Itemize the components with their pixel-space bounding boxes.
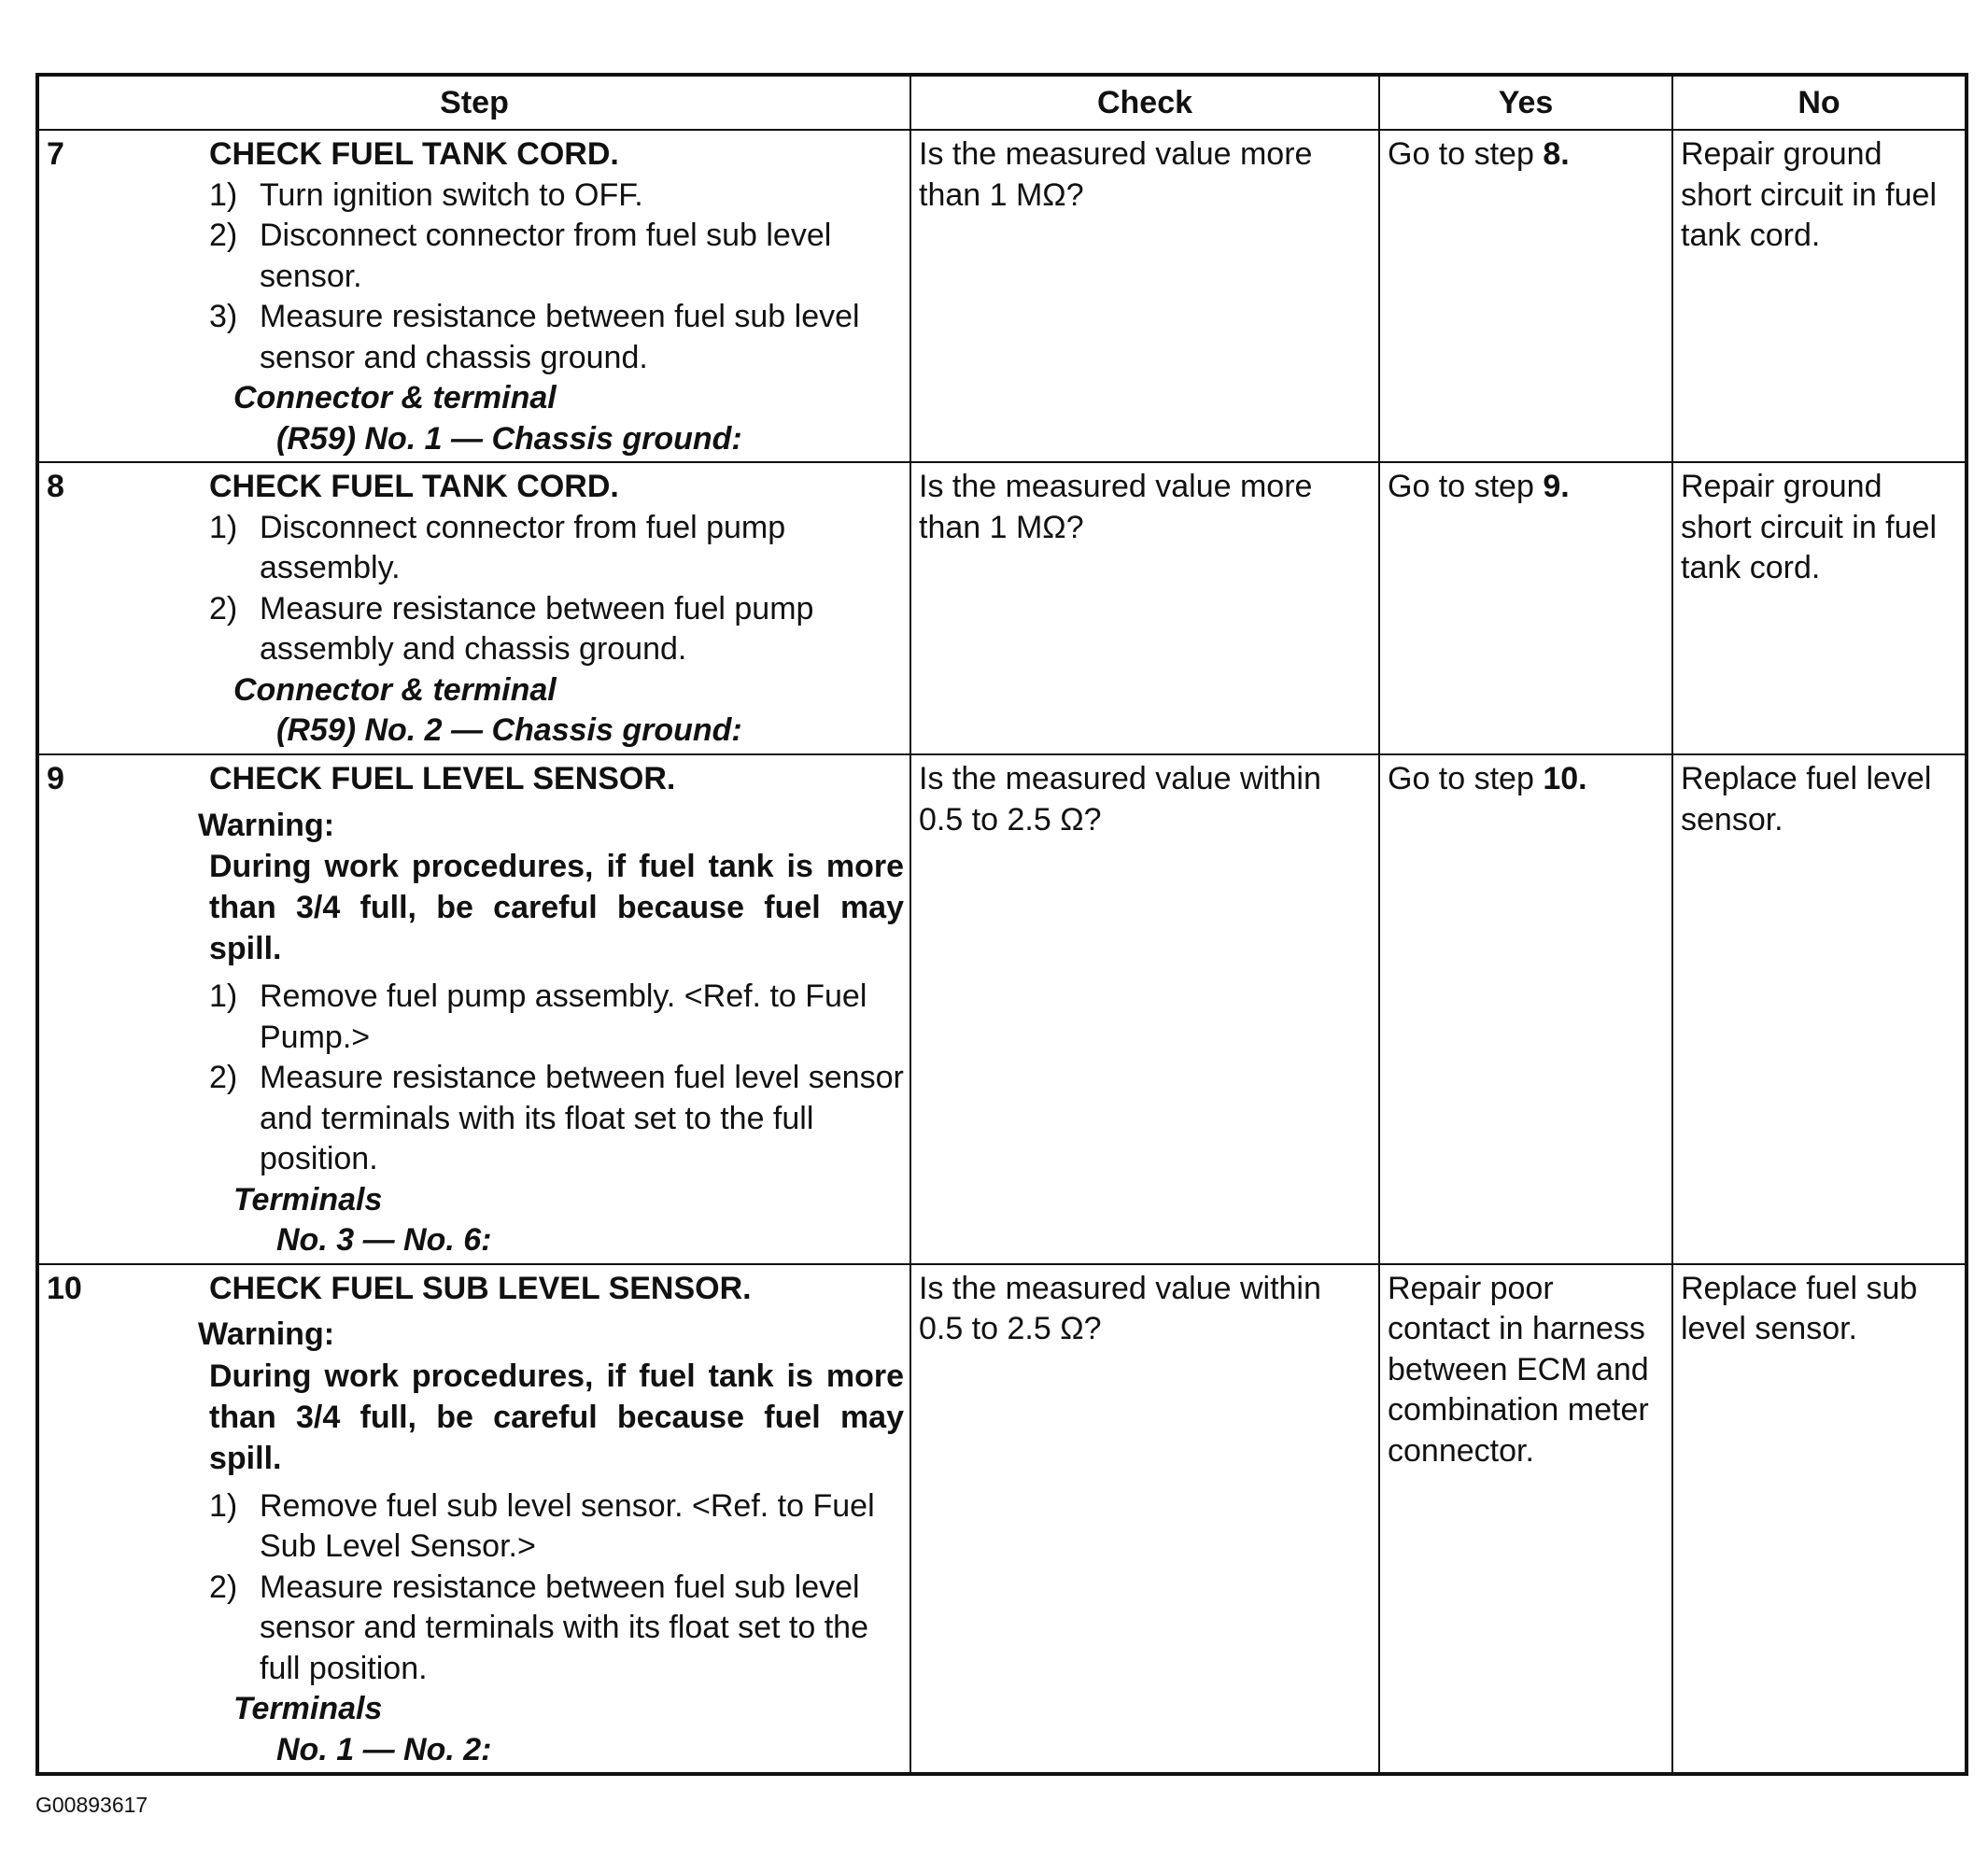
procedure-item: 3) Measure resistance between fuel sub level sensor and chassis ground. — [209, 299, 860, 375]
procedure-item: 1) Remove fuel pump assembly. <Ref. to Fuel Pump.> — [209, 978, 867, 1055]
yes-cell: Go to step 8. — [1379, 130, 1672, 462]
procedure-item: 1) Remove fuel sub level sensor. <Ref. to Fuel Sub Level Sensor.> — [209, 1487, 875, 1564]
diagnostic-table — [35, 73, 1968, 1776]
step-number: 9 — [47, 761, 64, 796]
step-cell — [37, 1264, 910, 1775]
header-step: Step — [37, 75, 910, 130]
header-yes: Yes — [1379, 75, 1672, 130]
table-row — [37, 130, 1967, 462]
terminal-value: (R59) No. 2 — Chassis ground: — [276, 712, 742, 748]
table-row — [37, 462, 1967, 754]
yes-step-ref: 8. — [1543, 136, 1570, 172]
terminal-value: No. 3 — No. 6: — [276, 1222, 492, 1258]
table-row — [37, 754, 1967, 1264]
figure-id: G00893617 — [35, 1793, 148, 1817]
step-title: CHECK FUEL TANK CORD. — [209, 469, 619, 504]
terminal-label: Connector & terminal — [233, 380, 557, 415]
yes-step-ref: 9. — [1543, 469, 1570, 504]
table-row — [37, 1264, 1967, 1775]
warning-text: During work procedures, if fuel tank is more than 3/4 full, be careful because fuel may spill. — [209, 1358, 904, 1476]
warning-text: During work procedures, if fuel tank is more than 3/4 full, be careful because fuel may spill. — [209, 849, 904, 966]
procedure-item: 2) Measure resistance between fuel sub level sensor and terminals with its float set to the full position. — [209, 1569, 868, 1686]
no-cell: Replace fuel level sensor. — [1672, 754, 1967, 1264]
no-cell: Repair ground short circuit in fuel tank cord. — [1672, 130, 1967, 462]
header-row — [37, 75, 1967, 130]
procedure-item: 1) Turn ignition switch to OFF. — [209, 176, 643, 213]
terminal-label: Terminals — [233, 1181, 383, 1218]
step-number: 8 — [47, 469, 64, 504]
step-title: CHECK FUEL SUB LEVEL SENSOR. — [209, 1270, 752, 1306]
header-check: Check — [910, 75, 1379, 130]
procedure-item: 1) Disconnect connector from fuel pump assembly. — [209, 509, 786, 585]
terminal-label: Terminals — [233, 1691, 383, 1726]
terminal-value: No. 1 — No. 2: — [276, 1731, 492, 1767]
step-number: 10 — [47, 1270, 82, 1306]
step-cell — [37, 754, 910, 1264]
check-cell: Is the measured value within 0.5 to 2.5 Ω? — [910, 1264, 1379, 1775]
check-cell: Is the measured value within 0.5 to 2.5 Ω? — [910, 754, 1379, 1264]
yes-step-ref: 10. — [1543, 761, 1587, 796]
warning-label: Warning: — [198, 1316, 335, 1352]
yes-cell: Repair poor contact in harness between ECM and combination meter connector. — [1379, 1264, 1672, 1775]
procedure-item: 2) Measure resistance between fuel level sensor and terminals with its float set to the full position. — [209, 1060, 904, 1176]
yes-cell: Go to step 10. — [1379, 754, 1672, 1264]
step-title: CHECK FUEL TANK CORD. — [209, 136, 619, 172]
step-title: CHECK FUEL LEVEL SENSOR. — [209, 761, 676, 796]
step-cell — [37, 462, 910, 754]
yes-cell: Go to step 9. — [1379, 462, 1672, 754]
warning-label: Warning: — [198, 807, 335, 843]
step-number: 7 — [47, 136, 64, 172]
no-cell: Repair ground short circuit in fuel tank cord. — [1672, 462, 1967, 754]
procedure-item: 2) Disconnect connector from fuel sub level sensor. — [209, 218, 832, 294]
step-cell — [37, 130, 910, 462]
header-no: No — [1672, 75, 1967, 130]
procedure-item: 2) Measure resistance between fuel pump assembly and chassis ground. — [209, 590, 814, 667]
no-cell: Replace fuel sub level sensor. — [1672, 1264, 1967, 1775]
terminal-label: Connector & terminal — [233, 671, 557, 708]
terminal-value: (R59) No. 1 — Chassis ground: — [276, 420, 742, 457]
check-cell: Is the measured value more than 1 MΩ? — [910, 462, 1379, 754]
check-cell: Is the measured value more than 1 MΩ? — [910, 130, 1379, 462]
